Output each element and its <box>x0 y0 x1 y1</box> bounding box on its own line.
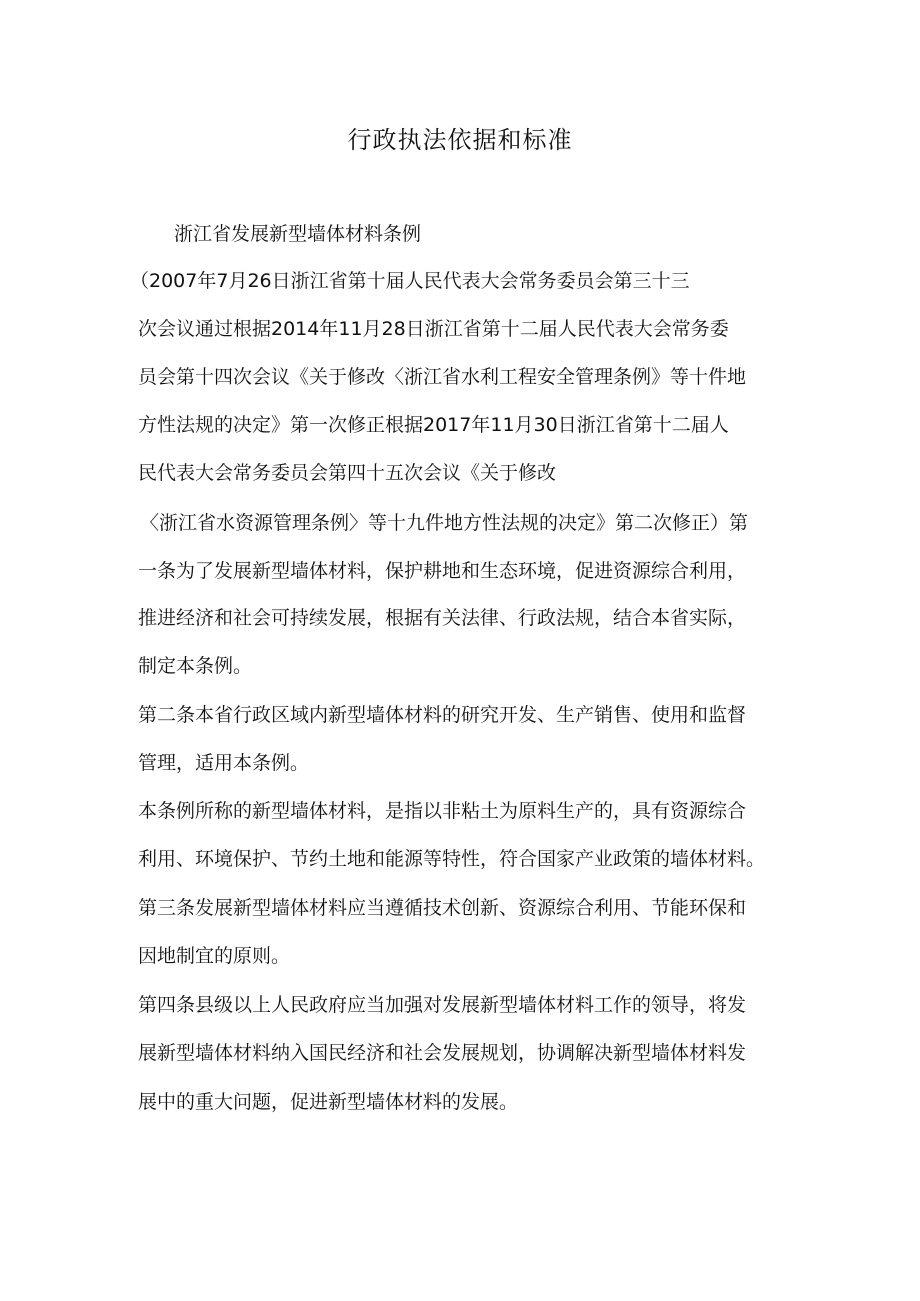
body-line: （2007年7月26日浙江省第十届人民代表大会常务委员会第三十三 <box>130 270 690 292</box>
body-line: 第四条县级以上人民政府应当加强对发展新型墙体材料工作的领导，将发 <box>138 994 747 1016</box>
body-line: 利用、环境保护、节约土地和能源等特性，符合国家产业政策的墙体材料。 <box>138 848 766 870</box>
document-title: 行政执法依据和标准 <box>347 126 573 154</box>
body-line: 员会第十四次会议《关于修改〈浙江省水利工程安全管理条例》等十件地 <box>138 366 747 388</box>
body-line: 管理，适用本条例。 <box>138 752 310 774</box>
body-line: 〈浙江省水资源管理条例〉等十九件地方性法规的决定》第二次修正）第 <box>140 512 749 534</box>
body-line: 第二条本省行政区域内新型墙体材料的研究开发、生产销售、使用和监督 <box>138 704 747 726</box>
body-line: 推进经济和社会可持续发展，根据有关法律、行政法规，结合本省实际， <box>138 607 747 629</box>
body-line: 第三条发展新型墙体材料应当遵循技术创新、资源综合利用、节能环保和 <box>138 897 747 919</box>
body-line: 展新型墙体材料纳入国民经济和社会发展规划，协调解决新型墙体材料发 <box>138 1042 747 1064</box>
body-line: 方性法规的决定》第一次修正根据2017年11月30日浙江省第十二届人 <box>138 414 729 436</box>
body-line: 本条例所称的新型墙体材料，是指以非粘土为原料生产的，具有资源综合 <box>138 800 747 822</box>
body-line: 一条为了发展新型墙体材料，保护耕地和生态环境，促进资源综合利用， <box>138 560 747 582</box>
body-line: 展中的重大问题，促进新型墙体材料的发展。 <box>138 1091 519 1113</box>
body-line: 因地制宜的原则。 <box>138 945 291 967</box>
body-line: 民代表大会常务委员会第四十五次会议《关于修改 <box>138 462 557 484</box>
law-name: 浙江省发展新型墙体材料条例 <box>174 223 422 245</box>
body-line: 制定本条例。 <box>138 655 253 677</box>
body-line: 次会议通过根据2014年11月28日浙江省第十二届人民代表大会常务委 <box>138 318 729 340</box>
